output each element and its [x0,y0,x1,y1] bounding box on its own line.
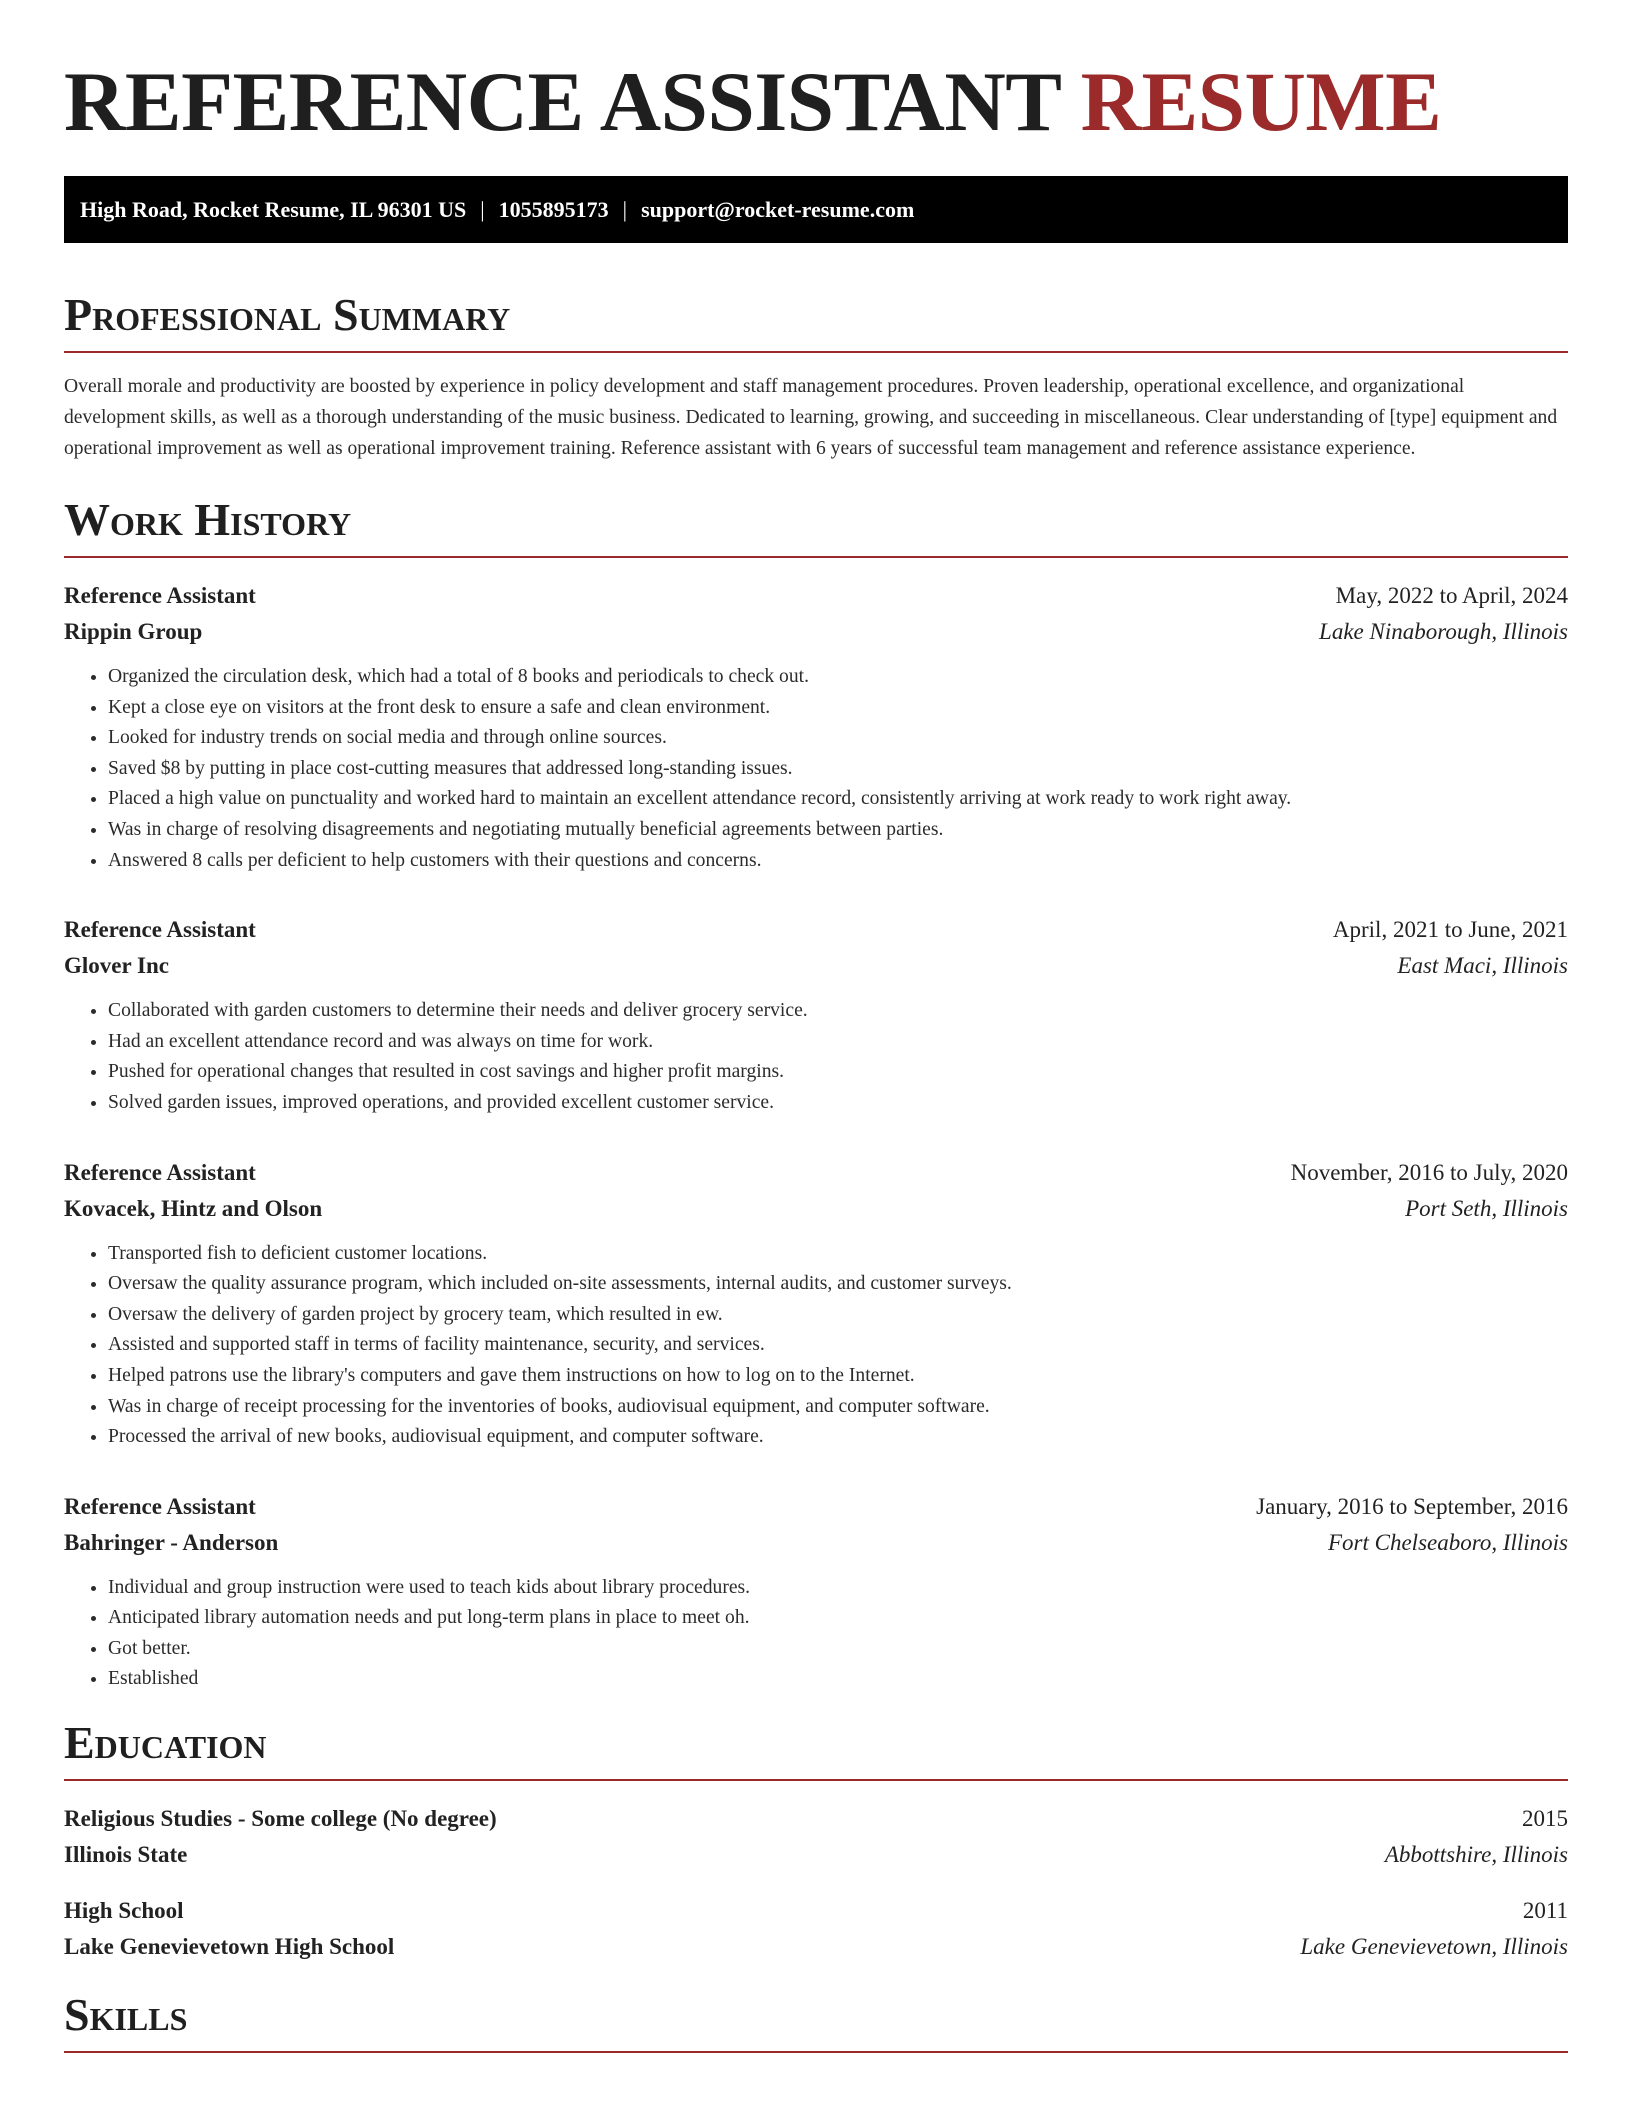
job-header-row [64,578,1568,614]
list-item: • Organized the circulation desk, which had a total of 8 books and periodicals to check out. [108,662,1568,693]
job-location: Lake Ninaborough, Illinois [1319,619,1568,644]
education-degree: High School [64,1898,184,1924]
education-year: 2011 [1522,1898,1568,1924]
job-entry [64,1155,1568,1453]
education-entry [64,1893,1568,1965]
list-item: • Had an excellent attendance record and was always on time for work. [108,1027,1568,1058]
job-location: East Maci, Illinois [1397,953,1568,979]
job-company-row [64,614,1568,650]
section-education [64,1715,1568,1965]
section-heading: Skills [64,1987,1568,2053]
list-item: • Assisted and supported staff in terms of facility maintenance, security, and services. [108,1330,1568,1361]
resume-title [64,52,1568,152]
list-item: • Helped patrons use the library's computers and gave them instructions on how to log on to the Internet. [108,1361,1568,1392]
education-location: Lake Genevievetown, Illinois [1300,1934,1568,1960]
job-company-row [64,1191,1568,1227]
list-item: • Processed the arrival of new books, audiovisual equipment, and computer software. [108,1422,1568,1453]
job-company: Kovacek, Hintz and Olson [64,1195,323,1221]
job-entry [64,912,1568,1118]
job-dates: January, 2016 to September, 2016 [1256,1493,1568,1519]
education-degree-row [64,1801,1568,1837]
job-dates: April, 2021 to June, 2021 [1332,917,1568,943]
contact-address: High Road, Rocket Resume, IL 96301 US [80,196,467,222]
job-entry [64,578,1568,876]
job-dates: November, 2016 to July, 2020 [1290,1159,1568,1185]
section-work-history [64,492,1568,1695]
list-item: • Answered 8 calls per deficient to help customers with their questions and concerns. [108,846,1568,877]
list-item: • Solved garden issues, improved operations, and provided excellent customer service. [108,1088,1568,1119]
job-title: Reference Assistant [64,1159,256,1185]
list-item: • Anticipated library automation needs and put long-term plans in place to meet oh. [108,1603,1568,1634]
list-item: • Was in charge of resolving disagreements and negotiating mutually beneficial agreements between parties. [108,815,1568,846]
job-company: Bahringer - Anderson [64,1529,279,1555]
job-dates: May, 2022 to April, 2024 [1335,583,1568,608]
contact-phone: 1055895173 [498,196,609,222]
job-title: Reference Assistant [64,917,256,943]
job-company: Glover Inc [64,953,169,979]
job-company: Rippin Group [64,619,203,644]
contact-separator: | [622,196,628,222]
education-school: Illinois State [64,1842,188,1868]
job-header-row [64,912,1568,948]
contact-email: support@rocket-resume.com [641,196,915,222]
job-header-row [64,1489,1568,1525]
list-item: • Kept a close eye on visitors at the front desk to ensure a safe and clean environment. [108,693,1568,724]
contact-bar [64,176,1568,243]
list-item: • Got better. [108,1634,1568,1665]
education-entry [64,1801,1568,1873]
section-heading: Work History [64,492,1568,558]
title-main: REFERENCE ASSISTANT [64,55,1060,149]
summary-paragraph: Overall morale and productivity are boosted by experience in policy development and staff management procedures. Proven leadership, operational excellence, and organizational development skills, as well as a thorough understanding of the music business. Dedicated to learning, growing, and succeeding in miscellaneous. Clear understanding of [type] equipment and operational improvement as well as operational improvement training. Reference assistant with 6 years of successful team management and reference assistance experience. [64,376,1558,459]
job-bullets [64,1239,1568,1453]
list-item: • Placed a high value on punctuality and worked hard to maintain an excellent attendance record, consistently arriving at work ready to work right away. [108,784,1568,815]
list-item: • Oversaw the delivery of garden project by grocery team, which resulted in ew. [108,1300,1568,1331]
list-item: • Pushed for operational changes that resulted in cost savings and higher profit margins. [108,1057,1568,1088]
list-item: • Looked for industry trends on social media and through online sources. [108,723,1568,754]
section-heading: Education [64,1715,1568,1781]
job-bullets [64,1573,1568,1695]
list-item: • Oversaw the quality assurance program, which included on-site assessments, internal audits, and customer surveys. [108,1269,1568,1300]
list-item: • Was in charge of receipt processing for the inventories of books, audiovisual equipment, and computer software. [108,1392,1568,1423]
section-skills [64,1987,1568,2053]
contact-separator: | [480,196,485,222]
education-degree-row [64,1893,1568,1929]
list-item: • Individual and group instruction were used to teach kids about library procedures. [108,1573,1568,1604]
education-degree: Religious Studies - Some college (No degree) [64,1806,497,1832]
title-accent: RESUME [1080,55,1442,149]
education-school-row [64,1929,1568,1965]
job-location: Port Seth, Illinois [1405,1195,1568,1221]
section-professional-summary [64,287,1568,464]
section-heading: Professional Summary [64,287,1568,353]
education-school: Lake Genevievetown High School [64,1934,395,1960]
list-item: • Collaborated with garden customers to determine their needs and deliver grocery service. [108,996,1568,1027]
education-location: Abbottshire, Illinois [1384,1842,1568,1868]
list-item: • Saved $8 by putting in place cost-cutting measures that addressed long-standing issues. [108,754,1568,785]
education-year: 2015 [1522,1806,1568,1832]
job-bullets [64,662,1568,876]
job-entry [64,1489,1568,1695]
job-header-row [64,1155,1568,1191]
job-company-row [64,1525,1568,1561]
job-location: Fort Chelseaboro, Illinois [1327,1529,1568,1555]
job-company-row [64,948,1568,984]
job-title: Reference Assistant [64,583,256,608]
job-title: Reference Assistant [64,1493,256,1519]
list-item: • Established [108,1664,1568,1695]
education-school-row [64,1837,1568,1873]
list-item: • Transported fish to deficient customer locations. [108,1239,1568,1270]
job-bullets [64,996,1568,1118]
